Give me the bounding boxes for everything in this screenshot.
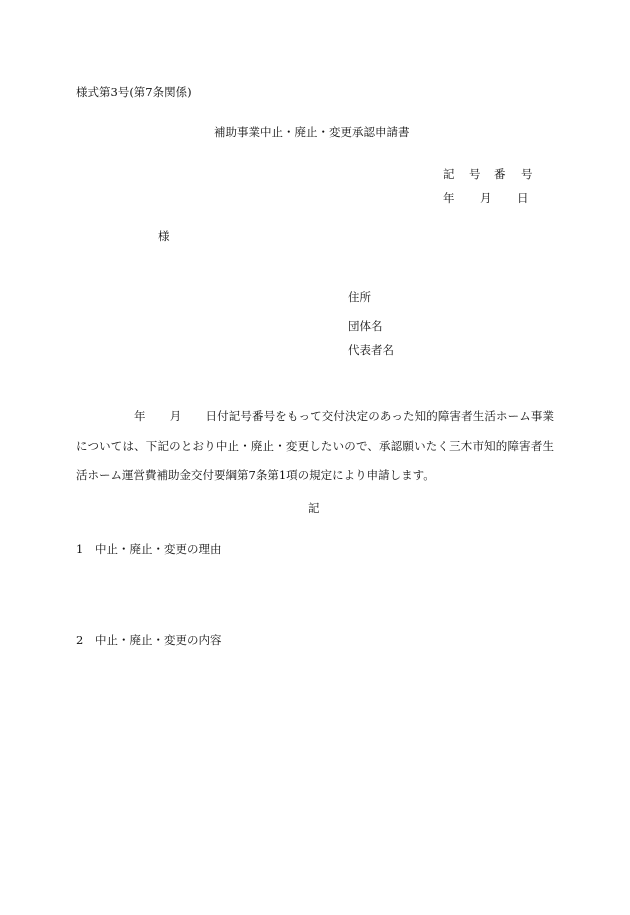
body-month: 月 [169,409,182,423]
reference-number-row [443,166,533,182]
document-title: 補助事業中止・廃止・変更承認申請書 [214,125,410,139]
ki-heading: 記 [308,501,320,515]
item-reason [76,541,222,557]
date-row [443,190,529,206]
date-month: 月 [480,191,492,205]
ref-go2: 号 [521,167,533,181]
item-label: 中止・廃止・変更の理由 [95,542,222,556]
body-year: 年 [134,409,146,423]
applicant-address-label: 住所 [348,290,371,304]
ref-ban: 番 [494,167,506,181]
ref-go: 号 [469,167,481,181]
body-text: 日付記号番号をもって交付決定のあった知的障害者生活ホーム事業については、下記のとおり中止・廃止・変更したいので、承認願いたく三木市知的障害者生活ホーム運営費補助金交付要綱第7条第1項の規定により申請します。 [76,409,554,482]
application-body-text [76,402,554,491]
date-day: 日 [517,191,529,205]
applicant-rep-label: 代表者名 [348,343,394,357]
item-content [76,632,222,648]
item-number: 1 [76,542,84,556]
applicant-org-label: 団体名 [348,319,383,333]
date-year: 年 [443,191,455,205]
item-label: 中止・廃止・変更の内容 [95,633,222,647]
ref-ki: 記 [443,167,455,181]
item-number: 2 [76,633,84,647]
addressee: 様 [158,229,170,243]
form-number: 様式第3号(第7条関係) [76,85,192,99]
